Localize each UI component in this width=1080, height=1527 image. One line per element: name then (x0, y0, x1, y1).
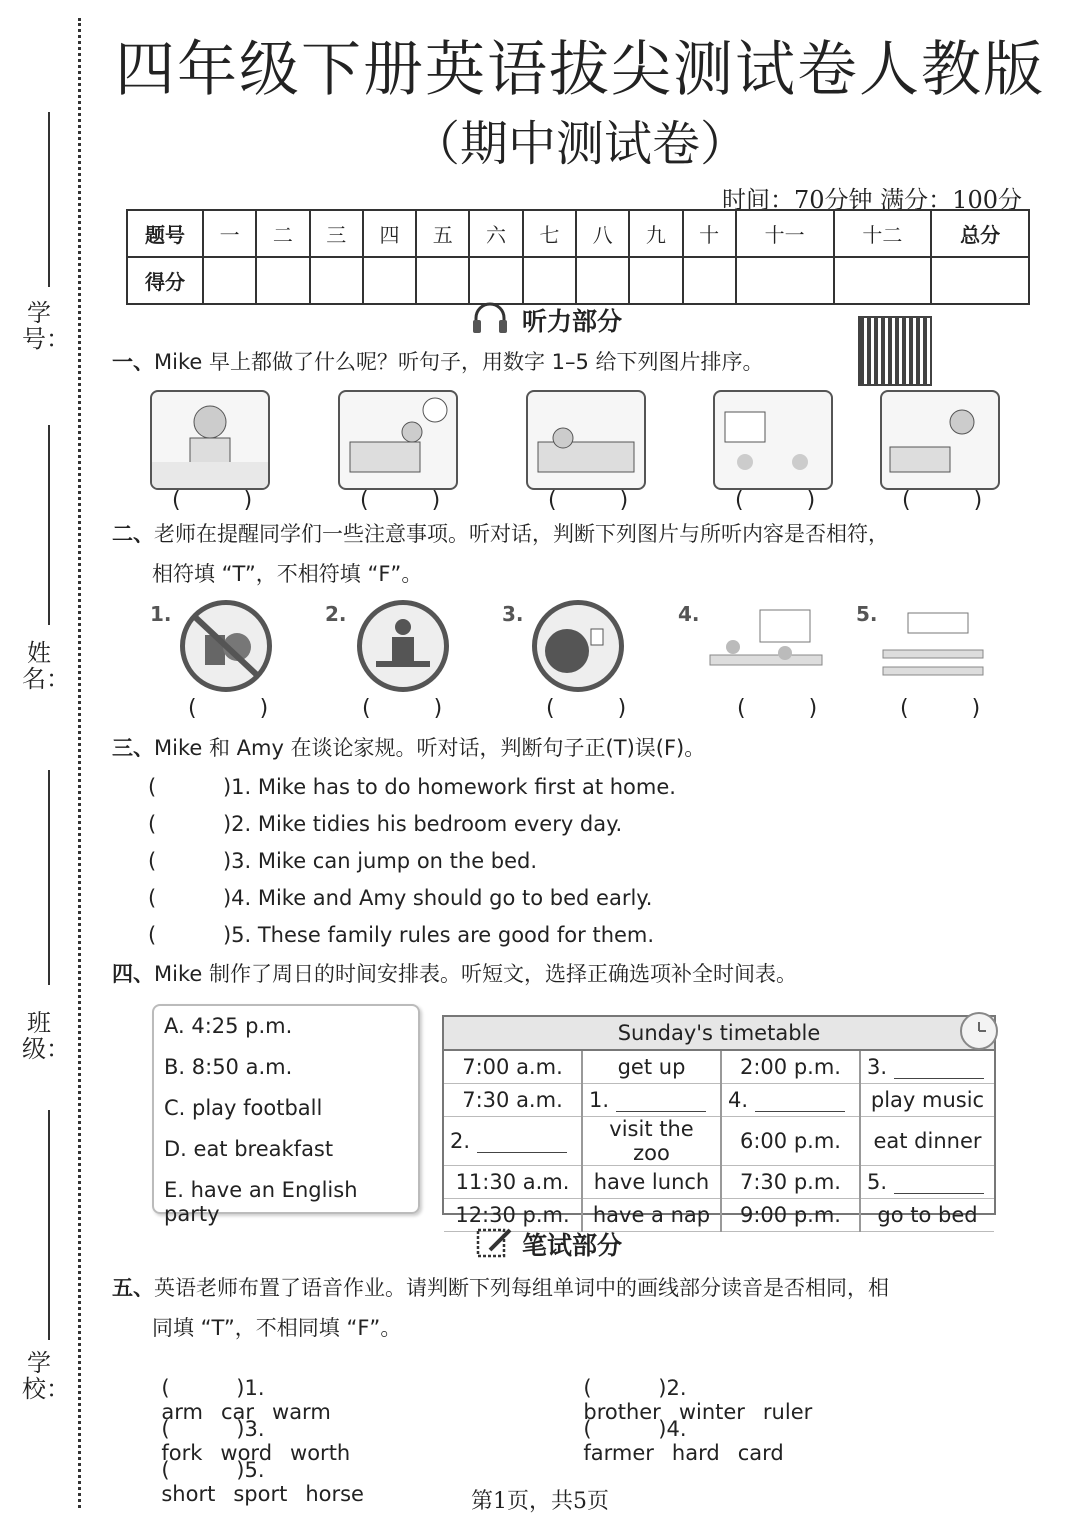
q5-word-text: card (737, 1441, 784, 1465)
answer-blank[interactable] (894, 1175, 984, 1194)
timetable-title: Sunday's timetable (444, 1017, 994, 1051)
class-label: 班级： (22, 1009, 70, 1063)
timetable-cell: 7:30 a.m. (444, 1084, 582, 1117)
timetable-cell: have lunch (582, 1166, 721, 1199)
q5-word-text: ruler (762, 1400, 813, 1424)
class-line (48, 770, 50, 985)
blank-num: 1. (589, 1088, 610, 1112)
classroom-picture-4 (705, 605, 827, 689)
q5-text-line2: 同填 “T”，不相同填 “F”。 (152, 1316, 402, 1340)
score-table (126, 209, 1030, 305)
timetable-blank-cell[interactable] (860, 1051, 994, 1084)
q5-item-label: ( )2. (583, 1376, 687, 1400)
student-no-label: 学号： (22, 299, 70, 353)
score-cell[interactable] (256, 257, 309, 304)
score-col: 四 (363, 210, 416, 257)
sunday-timetable (442, 1015, 996, 1227)
score-cell[interactable] (203, 257, 256, 304)
q2-item-num: 2. (325, 602, 347, 626)
picture-boy-getting-up (338, 390, 458, 490)
score-col: 三 (310, 210, 363, 257)
q2-prompt (112, 516, 889, 552)
q1-answer-paren[interactable]: ( ) (172, 488, 281, 513)
timetable-cell: 2:00 p.m. (721, 1051, 860, 1084)
q1-answer-paren[interactable]: ( ) (548, 488, 657, 513)
q4-option: C. play football (164, 1096, 323, 1120)
q4-text: Mike 制作了周日的时间安排表。听短文，选择正确选项补全时间表。 (154, 962, 797, 986)
q5-item-label: ( )3. (161, 1417, 265, 1441)
q4-prompt (112, 956, 797, 992)
q5-num: 五、 (112, 1276, 154, 1300)
q2-answer-paren[interactable]: ( ) (737, 696, 846, 721)
timetable-cell: 6:00 p.m. (721, 1117, 860, 1166)
blank-num: 5. (867, 1170, 888, 1194)
q2-answer-paren[interactable]: ( ) (362, 696, 471, 721)
binding-dotted-line (78, 18, 81, 1508)
timetable-cell: 7:00 a.m. (444, 1051, 582, 1084)
score-cell[interactable] (416, 257, 469, 304)
page-footer: 第1页，共5页 (471, 1489, 609, 1514)
score-col: 一 (203, 210, 256, 257)
q1-answer-paren[interactable]: ( ) (360, 488, 469, 513)
timetable-cell: 9:00 p.m. (721, 1199, 860, 1232)
name-label: 姓名： (22, 639, 70, 693)
q4-num: 四、 (112, 962, 154, 986)
headphones-icon (470, 300, 510, 340)
clock-icon (960, 1012, 998, 1050)
q5-word-text: farmer (583, 1441, 654, 1465)
score-col: 十一 (736, 210, 834, 257)
q2-text-line2: 相符填 “T”，不相符填 “F”。 (152, 562, 423, 586)
score-col: 九 (629, 210, 682, 257)
score-cell[interactable] (310, 257, 363, 304)
timetable-cell: visit the zoo (582, 1117, 721, 1166)
q3-item[interactable]: ( )4. Mike and Amy should go to bed early. (148, 886, 653, 910)
classroom-picture-5 (878, 605, 990, 689)
timetable-cell: go to bed (860, 1199, 994, 1232)
q5-word-text: worth (290, 1441, 351, 1465)
score-col: 十 (683, 210, 736, 257)
q2-text: 老师在提醒同学们一些注意事项。听对话，判断下列图片与所听内容是否相符， (154, 522, 889, 546)
q2-num: 二、 (112, 522, 154, 546)
score-col: 五 (416, 210, 469, 257)
q2-item-num: 4. (678, 602, 700, 626)
blank-num: 4. (728, 1088, 749, 1112)
q5-prompt (112, 1270, 889, 1306)
school-line (48, 1110, 50, 1340)
q2-item-num: 3. (502, 602, 524, 626)
score-cell[interactable] (736, 257, 834, 304)
time-info: 时间：70分钟 满分：100分 (722, 186, 1022, 214)
q4-option: A. 4:25 p.m. (164, 1014, 293, 1038)
score-col: 七 (523, 210, 576, 257)
student-no-line (48, 112, 50, 287)
timetable-cell: eat dinner (860, 1117, 994, 1166)
score-cell[interactable] (834, 257, 932, 304)
blank-num: 3. (867, 1055, 888, 1079)
answer-blank[interactable] (894, 1060, 984, 1079)
timetable-blank-cell[interactable] (860, 1166, 994, 1199)
q3-item[interactable]: ( )2. Mike tidies his bedroom every day. (148, 812, 623, 836)
q5-item[interactable] (570, 1393, 802, 1465)
q2-answer-paren[interactable]: ( ) (546, 696, 655, 721)
q1-num: 一、 (112, 350, 154, 374)
q4-option: D. eat breakfast (164, 1137, 334, 1161)
q5-word-text: fork (161, 1441, 203, 1465)
page-subtitle: （期中测试卷） (411, 116, 748, 172)
timetable-grid (444, 1051, 994, 1232)
q3-text: Mike 和 Amy 在谈论家规。听对话，判断句子正(T)误(F)。 (154, 736, 706, 760)
timetable-blank-cell[interactable] (582, 1084, 721, 1117)
answer-blank[interactable] (477, 1134, 567, 1153)
score-col-total: 总分 (931, 210, 1029, 257)
blank-num: 2. (450, 1129, 471, 1153)
timetable-row (444, 1166, 994, 1199)
q4-option: E. have an English party (164, 1178, 358, 1226)
picture-boy-eating (150, 390, 270, 490)
q1-prompt (112, 344, 764, 380)
score-cell[interactable] (683, 257, 736, 304)
q1-text: Mike 早上都做了什么呢？听句子，用数字 1–5 给下列图片排序。 (154, 350, 764, 374)
q4-options-box (152, 1004, 420, 1226)
q3-item[interactable]: ( )1. Mike has to do homework first at home. (148, 775, 676, 799)
timetable-cell: have a nap (582, 1199, 721, 1232)
score-col: 八 (576, 210, 629, 257)
score-col: 二 (256, 210, 309, 257)
q5-word-text: hard (671, 1441, 720, 1465)
timetable-row (444, 1084, 994, 1117)
score-cell[interactable] (523, 257, 576, 304)
score-col: 六 (469, 210, 522, 257)
listening-heading: 听力部分 (522, 307, 623, 336)
score-cell[interactable] (629, 257, 682, 304)
q5-text: 英语老师布置了语音作业。请判断下列每组单词中的画线部分读音是否相同，相 (154, 1276, 889, 1300)
name-line (48, 425, 50, 625)
timetable-row (444, 1117, 994, 1166)
timetable-cell: 12:30 p.m. (444, 1199, 582, 1232)
score-cell[interactable] (469, 257, 522, 304)
score-row-label: 得分 (127, 257, 203, 304)
q2-answer-paren[interactable]: ( ) (900, 696, 1009, 721)
timetable-cell: 11:30 a.m. (444, 1166, 582, 1199)
score-row-label: 题号 (127, 210, 203, 257)
no-food-sign-icon (180, 600, 272, 692)
q3-item[interactable]: ( )5. These family rules are good for them. (148, 923, 655, 947)
score-cell[interactable] (363, 257, 416, 304)
qr-code-icon (858, 316, 932, 386)
timetable-cell: get up (582, 1051, 721, 1084)
q5-word-text: word (220, 1441, 273, 1465)
q3-prompt (112, 730, 705, 766)
score-header-row (127, 210, 1029, 257)
q5-word (738, 1441, 784, 1465)
writing-heading: 笔试部分 (522, 1231, 623, 1260)
q5-word-text: winter (678, 1400, 745, 1424)
school-label: 学校： (22, 1349, 70, 1403)
timetable-row (444, 1051, 994, 1084)
student-raise-hand-sign-icon (357, 600, 449, 692)
q5-word (583, 1441, 654, 1465)
notepad-pencil-icon (474, 1224, 514, 1264)
q3-item[interactable]: ( )3. Mike can jump on the bed. (148, 849, 538, 873)
q3-num: 三、 (112, 736, 154, 760)
score-cell[interactable] (576, 257, 629, 304)
score-value-row (127, 257, 1029, 304)
q4-option: B. 8:50 a.m. (164, 1055, 293, 1079)
q2-item-num: 5. (856, 602, 878, 626)
picture-boy-sleeping (526, 390, 646, 490)
q5-word-text: brother (583, 1400, 661, 1424)
q2-item-num: 1. (150, 602, 172, 626)
score-col: 十二 (834, 210, 932, 257)
answer-blank[interactable] (616, 1093, 706, 1112)
picture-boy-washing (880, 390, 1000, 490)
q2-answer-paren[interactable]: ( ) (188, 696, 297, 721)
q5-word-text: horse (305, 1482, 364, 1506)
q5-word-text: short (161, 1482, 216, 1506)
picture-classroom (713, 390, 833, 490)
q5-word-text: sport (233, 1482, 288, 1506)
score-cell[interactable] (931, 257, 1029, 304)
timetable-cell: play music (860, 1084, 994, 1117)
q1-answer-paren[interactable]: ( ) (735, 488, 844, 513)
q5-word-text: car (220, 1400, 255, 1424)
timetable-blank-cell[interactable] (444, 1117, 582, 1166)
timetable-cell: 7:30 p.m. (721, 1166, 860, 1199)
page-title: 四年级下册英语拔尖测试卷人教版 (115, 35, 1045, 105)
q1-answer-paren[interactable]: ( ) (902, 488, 1011, 513)
q5-item-label: ( )5. (161, 1458, 265, 1482)
light-switch-sign-icon (532, 600, 624, 692)
q5-word-text: arm (161, 1400, 203, 1424)
q5-item-label: ( )4. (583, 1417, 687, 1441)
timetable-blank-cell[interactable] (721, 1084, 860, 1117)
q5-item-label: ( )1. (161, 1376, 265, 1400)
q5-word (672, 1441, 720, 1465)
q5-word-text: warm (272, 1400, 331, 1424)
answer-blank[interactable] (755, 1093, 845, 1112)
